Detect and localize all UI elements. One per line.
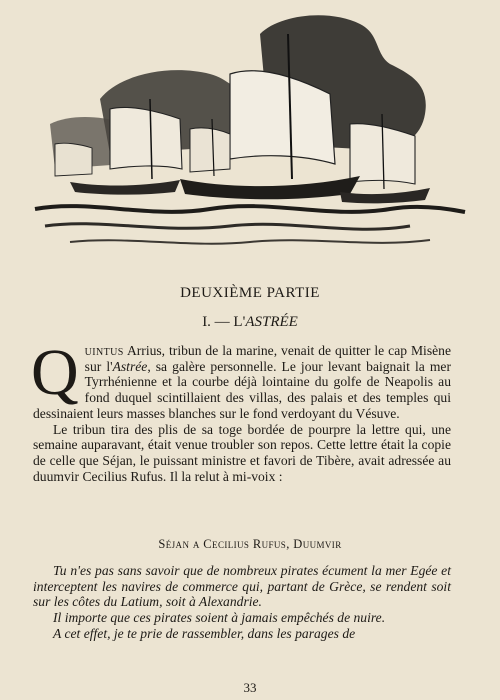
- letter-paragraph: A cet effet, je te prie de rassembler, dans les parages de: [53, 625, 356, 641]
- paragraph-1-text-b: , sa galère personnelle. Le jour levant baignait la mer Tyrrhénienne et la courbe déjà lointaine du golfe de Neapolis au fond duquel scintillaient des villas, des palais et des temples qui dessinaient leurs masses blanches sur le fond verdoyant du Vésuve.: [33, 358, 451, 421]
- chapter-name: ASTRÉE: [245, 314, 298, 330]
- drop-cap: Q: [31, 336, 79, 409]
- opening-smallcaps: uintus: [84, 343, 124, 358]
- letter-text: [33, 563, 451, 642]
- letter-paragraph: Tu n'es pas sans savoir que de nombreux pirates écument la mer Egée et interceptent les navires de commerce qui, partant de Grèce, se rendent soit sur les côtes du Latium, soit à Alexandrie.: [33, 563, 451, 610]
- paragraph-2: Le tribun tira des plis de sa toge bordée de pourpre la lettre qui, une semaine auparavant, était venue troubler son repos. Cette lettre était la copie de celle que Séjan, le puissant ministre et favori de Tibère, avait adressée au duumvir Cecilius Rufus. Il la relut à mi-voix :: [33, 421, 451, 484]
- letter-paragraph: Il importe que ces pirates soient à jamais empêchés de nuire.: [53, 610, 386, 626]
- chapter-number: I. — L': [202, 314, 246, 330]
- chapter-title: [0, 314, 500, 331]
- galleys-at-sea-icon: [30, 4, 470, 254]
- galleys-illustration: [30, 4, 470, 254]
- paragraph-1-text-a: Arrius, tribun de la marine, venait de quitter le cap Misène sur l': [84, 343, 451, 374]
- letter-heading: Séjan a Cecilius Rufus, Duumvir: [158, 537, 342, 551]
- part-title: DEUXIÈME PARTIE: [180, 285, 320, 301]
- page-number: 33: [243, 680, 257, 695]
- ship-name: Astrée: [112, 358, 148, 374]
- body-text: [31, 336, 451, 484]
- paragraph-1: [31, 336, 451, 422]
